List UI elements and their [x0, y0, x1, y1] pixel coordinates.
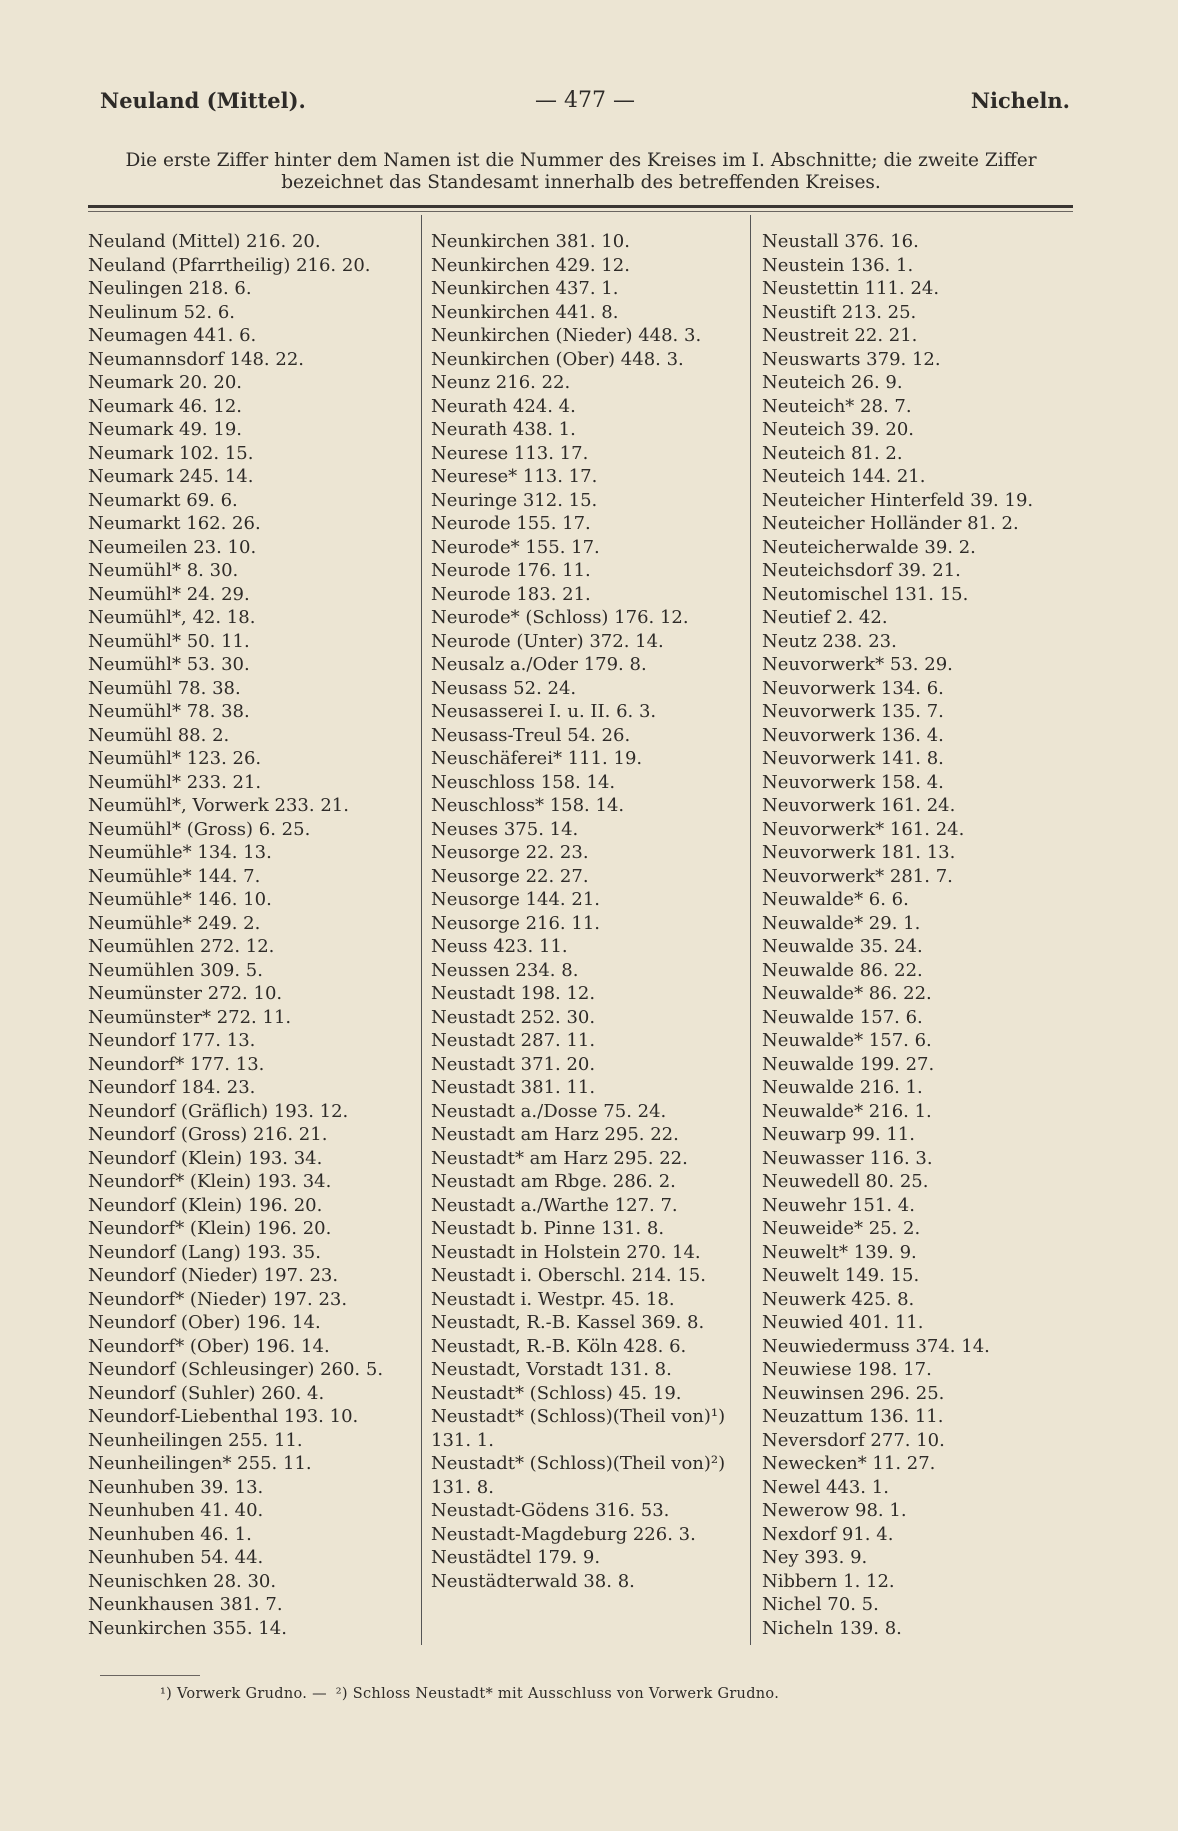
index-entry: Newel 443. 1. — [762, 1476, 889, 1498]
index-entry: Neurode 155. 17. — [431, 513, 591, 534]
index-entry: Neurath 438. 1. — [431, 419, 576, 440]
index-entry: Neuwiedermuss 374. 14. — [762, 1335, 990, 1357]
index-entry: Neustädterwald 38. 8. — [431, 1570, 635, 1592]
index-entry: Neustadt, Vorstadt 131. 8. — [431, 1359, 672, 1380]
index-entry: Neunheilingen 255. 11. — [88, 1429, 303, 1451]
index-entry: Neusass 52. 24. — [431, 677, 577, 699]
index-entry: Neumark 245. 14. — [88, 466, 254, 487]
index-entry: Neuvorwerk* 53. 29. — [762, 654, 953, 675]
index-entry: Neustadt 381. 11. — [431, 1077, 596, 1098]
index-entry: Neuvorwerk 135. 7. — [762, 701, 944, 722]
index-entry: Neunhuben 46. 1. — [88, 1523, 252, 1545]
index-entry: Neuteicherwalde 39. 2. — [762, 536, 976, 558]
index-entry: Neumark 20. 20. — [88, 372, 243, 393]
index-entry: Neumühl* 78. 38. — [88, 701, 250, 722]
index-entry: Neuwalde* 6. 6. — [762, 889, 909, 910]
index-entry: Neunkirchen (Ober) 448. 3. — [431, 348, 684, 370]
index-column-1 — [88, 230, 418, 1640]
index-entry: Neustadt am Rbge. 286. 2. — [431, 1171, 676, 1192]
index-entry: Neumühl*, Vorwerk 233. 21. — [88, 795, 349, 816]
index-entry: Neumühl* 8. 30. — [88, 560, 239, 581]
index-entry: Neuwied 401. 11. — [762, 1312, 924, 1333]
index-entry: Neulingen 218. 6. — [88, 278, 252, 299]
index-entry: Neundorf* (Klein) 196. 20. — [88, 1218, 332, 1239]
index-entry: Neumühl* 233. 21. — [88, 771, 262, 793]
index-entry: Neuwalde 199. 27. — [762, 1053, 935, 1075]
index-entry: Neuteichsdorf 39. 21. — [762, 560, 961, 581]
index-entry: Neustift 213. 25. — [762, 301, 917, 323]
index-entry: Neutief 2. 42. — [762, 607, 888, 628]
index-entry: Neustadt i. Westpr. 45. 18. — [431, 1288, 675, 1310]
index-entry: Neustadt am Harz 295. 22. — [431, 1124, 679, 1145]
index-entry: Neunkirchen 381. 10. — [431, 231, 630, 252]
index-entry: Neumühle* 144. 7. — [88, 865, 261, 887]
index-entry: Neumühle* 134. 13. — [88, 842, 272, 863]
running-head — [100, 88, 1070, 118]
index-entry: Neundorf (Suhler) 260. 4. — [88, 1382, 325, 1404]
index-entry: Neumark 102. 15. — [88, 442, 254, 464]
index-entry: Neumark 49. 19. — [88, 419, 243, 440]
index-entry: Neuwalde* 86. 22. — [762, 983, 932, 1004]
index-entry: Neuvorwerk 181. 13. — [762, 842, 956, 863]
index-entry: Neuwehr 151. 4. — [762, 1194, 915, 1216]
index-entry: Neustadt 371. 20. — [431, 1053, 596, 1075]
index-entry: Neutz 238. 23. — [762, 630, 897, 652]
index-entry: Neumarkt 162. 26. — [88, 513, 261, 534]
index-entry: Neurode 176. 11. — [431, 560, 591, 581]
index-entry: Neustettin 111. 24. — [762, 278, 940, 299]
footnote-rule — [100, 1675, 200, 1676]
index-entry: Nichel 70. 5. — [762, 1594, 879, 1615]
index-entry: Neuwalde* 216. 1. — [762, 1100, 932, 1122]
index-entry: Nicheln 139. 8. — [762, 1617, 902, 1639]
index-entry: Neuvorwerk* 281. 7. — [762, 865, 953, 887]
index-entry: Neuwalde* 157. 6. — [762, 1030, 932, 1051]
index-entry: Neustadt a./Warthe 127. 7. — [431, 1194, 678, 1216]
index-entry: Neuvorwerk 136. 4. — [762, 724, 944, 746]
index-entry: Neuteich 39. 20. — [762, 419, 915, 440]
index-entry: Neuwelt* 139. 9. — [762, 1241, 917, 1263]
index-entry: Neustadt b. Pinne 131. 8. — [431, 1218, 665, 1239]
index-entry: Newerow 98. 1. — [762, 1500, 907, 1521]
index-entry: Neumünster* 272. 11. — [88, 1006, 292, 1028]
index-entry: Neuwelt 149. 15. — [762, 1265, 920, 1286]
index-entry: Neustreit 22. 21. — [762, 325, 918, 346]
index-entry: Neustadt 252. 30. — [431, 1006, 596, 1028]
index-entry: Neversdorf 277. 10. — [762, 1429, 945, 1451]
index-entry: Neundorf (Gräflich) 193. 12. — [88, 1100, 349, 1122]
index-entry: Neustadt, R.-B. Köln 428. 6. — [431, 1335, 687, 1357]
index-entry: Neuses 375. 14. — [431, 818, 579, 840]
index-entry: Neustadt* (Schloss)(Theil von)²) 131. 8. — [431, 1453, 726, 1498]
index-entry: Neuringe 312. 15. — [431, 489, 598, 511]
index-entry: Neuweide* 25. 2. — [762, 1218, 921, 1239]
index-entry: Neuvorwerk 141. 8. — [762, 748, 944, 769]
index-entry: Neustadt a./Dosse 75. 24. — [431, 1100, 667, 1122]
index-entry: Neumühle* 249. 2. — [88, 912, 261, 934]
header-rule-thick — [88, 205, 1073, 208]
index-entry: Neuwalde 216. 1. — [762, 1077, 923, 1098]
index-entry: Neustadt i. Oberschl. 214. 15. — [431, 1265, 706, 1286]
index-entry: Neundorf (Lang) 193. 35. — [88, 1241, 321, 1263]
index-entry: Neusorge 144. 21. — [431, 889, 600, 910]
index-entry: Neuland (Pfarrtheilig) 216. 20. — [88, 254, 371, 276]
index-entry: Neunkirchen 441. 8. — [431, 301, 619, 323]
index-entry: Neunhuben 54. 44. — [88, 1547, 264, 1568]
index-entry: Neumarkt 69. 6. — [88, 489, 238, 511]
index-entry: Neundorf (Schleusinger) 260. 5. — [88, 1359, 384, 1380]
index-entry: Neundorf* (Ober) 196. 14. — [88, 1335, 330, 1357]
index-entry: Neunkirchen 355. 14. — [88, 1617, 287, 1639]
index-entry: Neurath 424. 4. — [431, 395, 576, 417]
index-entry: Neustadt in Holstein 270. 14. — [431, 1241, 701, 1263]
index-entry: Newecken* 11. 27. — [762, 1453, 936, 1474]
index-entry: Neurode (Unter) 372. 14. — [431, 630, 664, 652]
index-entry: Nexdorf 91. 4. — [762, 1523, 894, 1545]
index-entry: Neuswarts 379. 12. — [762, 348, 941, 370]
header-rule-thin — [88, 211, 1073, 212]
index-entry: Neuvorwerk 161. 24. — [762, 795, 956, 816]
index-entry: Neurode* 155. 17. — [431, 536, 600, 558]
index-entry: Neusalz a./Oder 179. 8. — [431, 654, 647, 675]
index-entry: Neunischken 28. 30. — [88, 1570, 277, 1592]
index-entry: Neustadt-Magdeburg 226. 3. — [431, 1523, 696, 1545]
index-entry: Neustall 376. 16. — [762, 231, 919, 252]
index-entry: Neunkirchen 429. 12. — [431, 254, 630, 276]
index-entry: Neundorf 177. 13. — [88, 1030, 256, 1051]
index-entry: Ney 393. 9. — [762, 1547, 868, 1568]
intro-note: Die erste Ziffer hinter dem Namen ist die Nummer des Kreises im I. Abschnitte; die zweite Ziffer bezeichnet das Standesamt innerhalb des betreffenden Kreises. — [125, 150, 1037, 193]
index-entry: Neunkirchen 437. 1. — [431, 278, 619, 299]
index-entry: Neuvorwerk 134. 6. — [762, 677, 944, 699]
index-entry: Neuvorwerk* 161. 24. — [762, 818, 965, 840]
index-entry: Neuwalde* 29. 1. — [762, 912, 921, 934]
index-entry: Neusass-Treul 54. 26. — [431, 724, 631, 746]
index-entry: Neundorf (Ober) 196. 14. — [88, 1312, 321, 1333]
index-entry: Neuwiese 198. 17. — [762, 1359, 932, 1380]
index-entry: Neuwedell 80. 25. — [762, 1171, 929, 1192]
index-entry: Neustadt* (Schloss) 45. 19. — [431, 1382, 682, 1404]
header-right-catchword: Nicheln. — [970, 88, 1070, 113]
index-entry: Neustadt-Gödens 316. 53. — [431, 1500, 670, 1521]
index-entry: Neuteicher Holländer 81. 2. — [762, 513, 1019, 534]
index-entry: Neumühl 88. 2. — [88, 724, 230, 746]
index-entry: Neuwalde 35. 24. — [762, 936, 923, 957]
index-entry: Neunheilingen* 255. 11. — [88, 1453, 312, 1474]
index-entry: Neussen 234. 8. — [431, 959, 579, 981]
column-divider-1 — [421, 215, 422, 1645]
index-entry: Neundorf* 177. 13. — [88, 1053, 265, 1075]
index-entry: Neuss 423. 11. — [431, 936, 568, 957]
index-entry: Neunkhausen 381. 7. — [88, 1594, 283, 1615]
index-entry: Neurese 113. 17. — [431, 442, 589, 464]
index-entry: Neuland (Mittel) 216. 20. — [88, 231, 321, 252]
index-entry: Neumühl* 24. 29. — [88, 583, 250, 605]
index-entry: Neundorf 184. 23. — [88, 1077, 256, 1098]
column-divider-2 — [750, 215, 751, 1645]
index-entry: Neuteicher Hinterfeld 39. 19. — [762, 489, 1034, 511]
footnotes — [160, 1686, 783, 1702]
index-entry: Neumühl* 123. 26. — [88, 748, 262, 769]
index-entry: Neurode 183. 21. — [431, 583, 591, 605]
index-entry: Neuwarp 99. 11. — [762, 1124, 915, 1145]
index-entry: Neumühl* (Gross) 6. 25. — [88, 818, 311, 840]
index-entry: Neusorge 22. 27. — [431, 865, 589, 887]
index-entry: Neuwerk 425. 8. — [762, 1288, 915, 1310]
index-entry: Neusorge 22. 23. — [431, 842, 589, 863]
index-entry: Neustadt 198. 12. — [431, 983, 596, 1004]
index-entry: Neunkirchen (Nieder) 448. 3. — [431, 325, 702, 346]
index-entry: Neuschloss 158. 14. — [431, 771, 616, 793]
index-entry: Neumühl* 53. 30. — [88, 654, 250, 675]
index-entry: Neunz 216. 22. — [431, 372, 571, 393]
index-entry: Neumühlen 272. 12. — [88, 936, 275, 957]
index-entry: Neulinum 52. 6. — [88, 301, 236, 323]
index-entry: Neundorf-Liebenthal 193. 10. — [88, 1406, 359, 1427]
index-entry: Neundorf (Nieder) 197. 23. — [88, 1265, 339, 1286]
index-entry: Neundorf* (Nieder) 197. 23. — [88, 1288, 348, 1310]
index-entry: Neundorf* (Klein) 193. 34. — [88, 1171, 332, 1192]
index-entry: Neuwinsen 296. 25. — [762, 1382, 945, 1404]
index-entry: Neutomischel 131. 15. — [762, 583, 969, 605]
index-entry: Neuwalde 86. 22. — [762, 959, 923, 981]
index-entry: Neuwasser 116. 3. — [762, 1147, 933, 1169]
index-entry: Neustein 136. 1. — [762, 254, 914, 276]
index-entry: Neuteich 26. 9. — [762, 372, 903, 393]
index-entry: Neuschäferei* 111. 19. — [431, 748, 643, 769]
index-entry: Neuwalde 157. 6. — [762, 1006, 923, 1028]
index-entry: Neuteich 144. 21. — [762, 466, 926, 487]
footnote-1: ¹) Vorwerk Grudno. — — [160, 1686, 327, 1702]
index-entry: Neumagen 441. 6. — [88, 325, 257, 346]
index-entry: Neuzattum 136. 11. — [762, 1406, 944, 1427]
index-entry: Neustadt* am Harz 295. 22. — [431, 1147, 688, 1169]
index-entry: Neuschloss* 158. 14. — [431, 795, 625, 816]
index-entry: Neuteich 81. 2. — [762, 442, 903, 464]
index-entry: Neumühl*, 42. 18. — [88, 607, 256, 628]
page-number: — 477 — — [535, 88, 635, 113]
index-column-3 — [762, 230, 1082, 1640]
index-entry: Neuvorwerk 158. 4. — [762, 771, 944, 793]
footnote-2: ²) Schloss Neustadt* mit Ausschluss von Vorwerk Grudno. — [335, 1686, 780, 1702]
index-entry: Neundorf (Klein) 193. 34. — [88, 1147, 323, 1169]
index-entry: Neumühle* 146. 10. — [88, 889, 272, 910]
index-entry: Neustadt 287. 11. — [431, 1030, 596, 1051]
index-entry: Neurese* 113. 17. — [431, 466, 598, 487]
index-entry: Neumannsdorf 148. 22. — [88, 348, 304, 370]
header-left-catchword: Neuland (Mittel). — [100, 88, 306, 113]
index-entry: Nibbern 1. 12. — [762, 1570, 895, 1592]
index-entry: Neumünster 272. 10. — [88, 983, 283, 1004]
index-column-2 — [431, 230, 746, 1593]
index-entry: Neunhuben 39. 13. — [88, 1476, 264, 1498]
index-entry: Neuteich* 28. 7. — [762, 395, 912, 417]
index-entry: Neustadt* (Schloss)(Theil von)¹) 131. 1. — [431, 1406, 726, 1451]
index-entry: Neundorf (Klein) 196. 20. — [88, 1194, 323, 1216]
index-entry: Neumühlen 309. 5. — [88, 959, 263, 981]
index-entry: Neustadt, R.-B. Kassel 369. 8. — [431, 1312, 705, 1333]
index-entry: Neumühl* 50. 11. — [88, 630, 250, 652]
index-entry: Neundorf (Gross) 216. 21. — [88, 1124, 328, 1145]
index-entry: Neustädtel 179. 9. — [431, 1547, 601, 1568]
index-entry: Neurode* (Schloss) 176. 12. — [431, 607, 689, 628]
index-entry: Neusorge 216. 11. — [431, 912, 600, 934]
index-entry: Neumühl 78. 38. — [88, 677, 241, 699]
index-entry: Neumark 46. 12. — [88, 395, 243, 417]
index-entry: Neusasserei I. u. II. 6. 3. — [431, 701, 657, 722]
index-entry: Neunhuben 41. 40. — [88, 1500, 264, 1521]
index-entry: Neumeilen 23. 10. — [88, 536, 257, 558]
